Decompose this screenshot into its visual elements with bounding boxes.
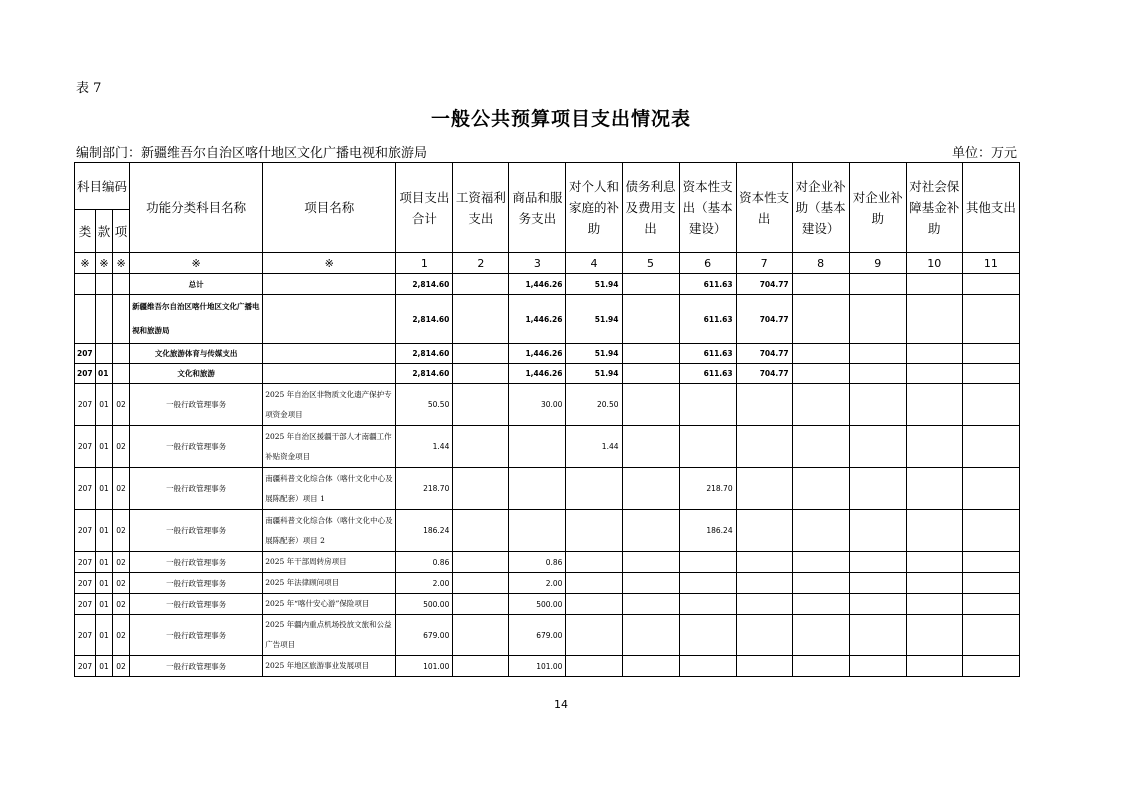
cell-goods	[509, 510, 566, 552]
cell-kuan: 01	[96, 364, 113, 384]
cell-kuan: 01	[96, 426, 113, 468]
cell-other	[962, 364, 1019, 384]
header-c8: 对企业补助（基本建设）	[792, 163, 849, 253]
cell-social	[906, 274, 962, 295]
cell-person: 51.94	[566, 274, 622, 295]
cell-entbuild	[792, 364, 849, 384]
header-func-name: 功能分类科目名称	[130, 163, 263, 253]
cell-cap	[736, 615, 792, 656]
cell-goods: 500.00	[509, 594, 566, 615]
cell-social	[906, 573, 962, 594]
cell-cap	[736, 656, 792, 677]
cell-person: 51.94	[566, 364, 622, 384]
cell-total: 186.24	[396, 510, 453, 552]
cell-lei: 207	[75, 344, 96, 364]
cell-entbuild	[792, 615, 849, 656]
cell-total: 679.00	[396, 615, 453, 656]
cell-entbuild	[792, 573, 849, 594]
cell-xiang	[113, 364, 130, 384]
header-c6: 资本性支出（基本建设）	[679, 163, 736, 253]
cell-func-name: 一般行政管理事务	[130, 656, 263, 677]
cell-wage	[453, 510, 509, 552]
cell-xiang: 02	[113, 384, 130, 426]
cell-lei: 207	[75, 615, 96, 656]
cell-other	[962, 468, 1019, 510]
cell-wage	[453, 656, 509, 677]
cell-cap	[736, 510, 792, 552]
cell-person	[566, 615, 622, 656]
cell-capbuild	[679, 552, 736, 573]
cell-func-name: 一般行政管理事务	[130, 594, 263, 615]
cell-kuan: 01	[96, 656, 113, 677]
cell-func-name: 一般行政管理事务	[130, 468, 263, 510]
cell-ent	[849, 426, 906, 468]
cell-goods: 679.00	[509, 615, 566, 656]
cell-goods: 1,446.26	[509, 344, 566, 364]
cell-person: 51.94	[566, 344, 622, 364]
index-sym-func: ※	[130, 253, 263, 274]
cell-debt	[622, 295, 679, 344]
header-c3: 商品和服务支出	[509, 163, 566, 253]
cell-xiang: 02	[113, 573, 130, 594]
cell-proj-name: 2025 年干部周转房项目	[263, 552, 396, 573]
cell-person	[566, 656, 622, 677]
cell-lei: 207	[75, 594, 96, 615]
index-sym-proj: ※	[263, 253, 396, 274]
cell-proj-name: 南疆科普文化综合体（喀什文化中心及展陈配套）项目 2	[263, 510, 396, 552]
cell-social	[906, 594, 962, 615]
cell-person	[566, 552, 622, 573]
cell-entbuild	[792, 510, 849, 552]
cell-debt	[622, 344, 679, 364]
cell-wage	[453, 552, 509, 573]
cell-kuan: 01	[96, 573, 113, 594]
cell-person: 20.50	[566, 384, 622, 426]
table-row	[75, 384, 1020, 426]
cell-ent	[849, 295, 906, 344]
cell-total: 101.00	[396, 656, 453, 677]
cell-other	[962, 573, 1019, 594]
cell-ent	[849, 594, 906, 615]
cell-func-name: 一般行政管理事务	[130, 552, 263, 573]
cell-entbuild	[792, 295, 849, 344]
cell-func-name: 文化和旅游	[130, 364, 263, 384]
cell-lei: 207	[75, 656, 96, 677]
cell-proj-name: 2025 年“喀什安心游”保险项目	[263, 594, 396, 615]
cell-capbuild: 218.70	[679, 468, 736, 510]
cell-lei: 207	[75, 426, 96, 468]
cell-proj-name: 南疆科普文化综合体（喀什文化中心及展陈配套）项目 1	[263, 468, 396, 510]
cell-xiang: 02	[113, 615, 130, 656]
cell-proj-name: 2025 年自治区非物质文化遗产保护专项资金项目	[263, 384, 396, 426]
cell-wage	[453, 468, 509, 510]
cell-wage	[453, 344, 509, 364]
cell-other	[962, 656, 1019, 677]
cell-kuan	[96, 274, 113, 295]
index-5: 5	[622, 253, 679, 274]
cell-xiang	[113, 295, 130, 344]
cell-wage	[453, 384, 509, 426]
cell-wage	[453, 426, 509, 468]
cell-person	[566, 468, 622, 510]
cell-lei: 207	[75, 384, 96, 426]
cell-kuan: 01	[96, 384, 113, 426]
header-lei: 类	[75, 210, 96, 253]
cell-wage	[453, 573, 509, 594]
cell-other	[962, 615, 1019, 656]
cell-ent	[849, 615, 906, 656]
cell-debt	[622, 615, 679, 656]
cell-entbuild	[792, 656, 849, 677]
cell-social	[906, 344, 962, 364]
cell-capbuild	[679, 426, 736, 468]
cell-debt	[622, 274, 679, 295]
header-c1: 项目支出合计	[396, 163, 453, 253]
table-row	[75, 552, 1020, 573]
table-row	[75, 426, 1020, 468]
cell-kuan: 01	[96, 615, 113, 656]
cell-entbuild	[792, 468, 849, 510]
cell-func-name: 一般行政管理事务	[130, 510, 263, 552]
cell-entbuild	[792, 552, 849, 573]
index-3: 3	[509, 253, 566, 274]
cell-proj-name	[263, 344, 396, 364]
cell-ent	[849, 274, 906, 295]
cell-social	[906, 510, 962, 552]
cell-proj-name: 2025 年法律顾问项目	[263, 573, 396, 594]
cell-capbuild	[679, 615, 736, 656]
cell-goods: 1,446.26	[509, 274, 566, 295]
cell-lei: 207	[75, 364, 96, 384]
cell-social	[906, 615, 962, 656]
header-c5: 债务利息及费用支出	[622, 163, 679, 253]
cell-social	[906, 364, 962, 384]
index-sym-kuan: ※	[96, 253, 113, 274]
cell-debt	[622, 510, 679, 552]
cell-total: 2.00	[396, 573, 453, 594]
cell-ent	[849, 552, 906, 573]
cell-total: 2,814.60	[396, 344, 453, 364]
cell-ent	[849, 468, 906, 510]
cell-debt	[622, 364, 679, 384]
budget-table	[74, 162, 1020, 677]
index-11: 11	[962, 253, 1019, 274]
cell-capbuild	[679, 656, 736, 677]
cell-wage	[453, 295, 509, 344]
cell-cap	[736, 573, 792, 594]
compiling-department: 编制部门：新疆维吾尔自治区喀什地区文化广播电视和旅游局	[76, 146, 428, 161]
cell-lei: 207	[75, 552, 96, 573]
table-row	[75, 364, 1020, 384]
cell-capbuild	[679, 594, 736, 615]
table-row	[75, 656, 1020, 677]
cell-lei: 207	[75, 573, 96, 594]
cell-kuan: 01	[96, 594, 113, 615]
cell-xiang: 02	[113, 552, 130, 573]
cell-goods: 1,446.26	[509, 295, 566, 344]
index-10: 10	[906, 253, 962, 274]
cell-ent	[849, 656, 906, 677]
cell-other	[962, 426, 1019, 468]
index-4: 4	[566, 253, 622, 274]
cell-proj-name: 2025 年自治区援疆干部人才南疆工作补贴资金项目	[263, 426, 396, 468]
cell-proj-name: 2025 年地区旅游事业发展项目	[263, 656, 396, 677]
header-c10: 对社会保障基金补助	[906, 163, 962, 253]
cell-goods	[509, 426, 566, 468]
cell-ent	[849, 384, 906, 426]
cell-proj-name	[263, 295, 396, 344]
table-row	[75, 510, 1020, 552]
cell-xiang: 02	[113, 594, 130, 615]
table-row	[75, 594, 1020, 615]
cell-kuan	[96, 344, 113, 364]
cell-social	[906, 468, 962, 510]
index-6: 6	[679, 253, 736, 274]
cell-ent	[849, 364, 906, 384]
cell-xiang	[113, 274, 130, 295]
table-row	[75, 344, 1020, 364]
cell-debt	[622, 384, 679, 426]
cell-goods: 101.00	[509, 656, 566, 677]
cell-goods: 30.00	[509, 384, 566, 426]
cell-entbuild	[792, 594, 849, 615]
cell-total: 1.44	[396, 426, 453, 468]
cell-social	[906, 656, 962, 677]
cell-ent	[849, 344, 906, 364]
cell-lei: 207	[75, 468, 96, 510]
cell-lei: 207	[75, 510, 96, 552]
cell-capbuild	[679, 573, 736, 594]
cell-debt	[622, 552, 679, 573]
cell-func-name: 文化旅游体育与传媒支出	[130, 344, 263, 364]
cell-other	[962, 344, 1019, 364]
page-title: 一般公共预算项目支出情况表	[430, 108, 691, 130]
table-row	[75, 573, 1020, 594]
cell-capbuild: 186.24	[679, 510, 736, 552]
cell-func-name: 新疆维吾尔自治区喀什地区文化广播电视和旅游局	[130, 295, 263, 344]
table-row	[75, 295, 1020, 344]
cell-func-name: 总计	[130, 274, 263, 295]
cell-kuan: 01	[96, 510, 113, 552]
cell-lei	[75, 295, 96, 344]
cell-person: 1.44	[566, 426, 622, 468]
cell-social	[906, 295, 962, 344]
header-c7: 资本性支出	[736, 163, 792, 253]
cell-cap	[736, 594, 792, 615]
cell-cap: 704.77	[736, 364, 792, 384]
header-proj-name: 项目名称	[263, 163, 396, 253]
cell-total: 2,814.60	[396, 274, 453, 295]
cell-debt	[622, 426, 679, 468]
cell-other	[962, 384, 1019, 426]
cell-person: 51.94	[566, 295, 622, 344]
index-sym-xiang: ※	[113, 253, 130, 274]
cell-entbuild	[792, 426, 849, 468]
table-number: 表 7	[76, 81, 102, 96]
cell-goods	[509, 468, 566, 510]
cell-xiang	[113, 344, 130, 364]
cell-func-name: 一般行政管理事务	[130, 615, 263, 656]
cell-other	[962, 274, 1019, 295]
page-number: 14	[554, 698, 568, 711]
cell-kuan: 01	[96, 468, 113, 510]
table-row	[75, 468, 1020, 510]
cell-capbuild: 611.63	[679, 295, 736, 344]
cell-entbuild	[792, 384, 849, 426]
unit-label: 单位：万元	[951, 146, 1017, 161]
index-2: 2	[453, 253, 509, 274]
cell-debt	[622, 594, 679, 615]
cell-wage	[453, 364, 509, 384]
cell-wage	[453, 615, 509, 656]
cell-total: 500.00	[396, 594, 453, 615]
index-7: 7	[736, 253, 792, 274]
cell-lei	[75, 274, 96, 295]
cell-wage	[453, 274, 509, 295]
index-1: 1	[396, 253, 453, 274]
cell-xiang: 02	[113, 468, 130, 510]
table-row	[75, 274, 1020, 295]
cell-debt	[622, 656, 679, 677]
cell-proj-name	[263, 274, 396, 295]
cell-cap: 704.77	[736, 274, 792, 295]
cell-total: 2,814.60	[396, 295, 453, 344]
header-c9: 对企业补助	[849, 163, 906, 253]
cell-goods: 2.00	[509, 573, 566, 594]
cell-total: 0.86	[396, 552, 453, 573]
cell-debt	[622, 468, 679, 510]
cell-cap	[736, 384, 792, 426]
cell-other	[962, 510, 1019, 552]
index-9: 9	[849, 253, 906, 274]
header-kuan: 款	[96, 210, 113, 253]
cell-total: 50.50	[396, 384, 453, 426]
cell-social	[906, 384, 962, 426]
index-sym-lei: ※	[75, 253, 96, 274]
cell-cap	[736, 468, 792, 510]
cell-func-name: 一般行政管理事务	[130, 426, 263, 468]
table-row	[75, 615, 1020, 656]
cell-capbuild: 611.63	[679, 344, 736, 364]
cell-ent	[849, 510, 906, 552]
cell-other	[962, 552, 1019, 573]
cell-person	[566, 573, 622, 594]
cell-cap: 704.77	[736, 344, 792, 364]
cell-capbuild	[679, 384, 736, 426]
cell-cap	[736, 552, 792, 573]
cell-proj-name: 2025 年疆内重点机场投放文旅和公益广告项目	[263, 615, 396, 656]
cell-goods: 1,446.26	[509, 364, 566, 384]
cell-person	[566, 594, 622, 615]
cell-goods: 0.86	[509, 552, 566, 573]
cell-xiang: 02	[113, 426, 130, 468]
header-code-group: 科目编码	[75, 163, 130, 210]
cell-entbuild	[792, 274, 849, 295]
cell-cap: 704.77	[736, 295, 792, 344]
header-c11: 其他支出	[962, 163, 1019, 253]
cell-xiang: 02	[113, 510, 130, 552]
cell-kuan: 01	[96, 552, 113, 573]
cell-other	[962, 594, 1019, 615]
index-8: 8	[792, 253, 849, 274]
cell-total: 218.70	[396, 468, 453, 510]
header-xiang: 项	[113, 210, 130, 253]
header-c4: 对个人和家庭的补助	[566, 163, 622, 253]
cell-wage	[453, 594, 509, 615]
cell-kuan	[96, 295, 113, 344]
cell-social	[906, 552, 962, 573]
cell-cap	[736, 426, 792, 468]
cell-ent	[849, 573, 906, 594]
cell-capbuild: 611.63	[679, 364, 736, 384]
cell-total: 2,814.60	[396, 364, 453, 384]
cell-person	[566, 510, 622, 552]
cell-other	[962, 295, 1019, 344]
cell-capbuild: 611.63	[679, 274, 736, 295]
cell-xiang: 02	[113, 656, 130, 677]
cell-func-name: 一般行政管理事务	[130, 384, 263, 426]
cell-social	[906, 426, 962, 468]
cell-entbuild	[792, 344, 849, 364]
cell-proj-name	[263, 364, 396, 384]
cell-func-name: 一般行政管理事务	[130, 573, 263, 594]
cell-debt	[622, 573, 679, 594]
header-c2: 工资福利支出	[453, 163, 509, 253]
